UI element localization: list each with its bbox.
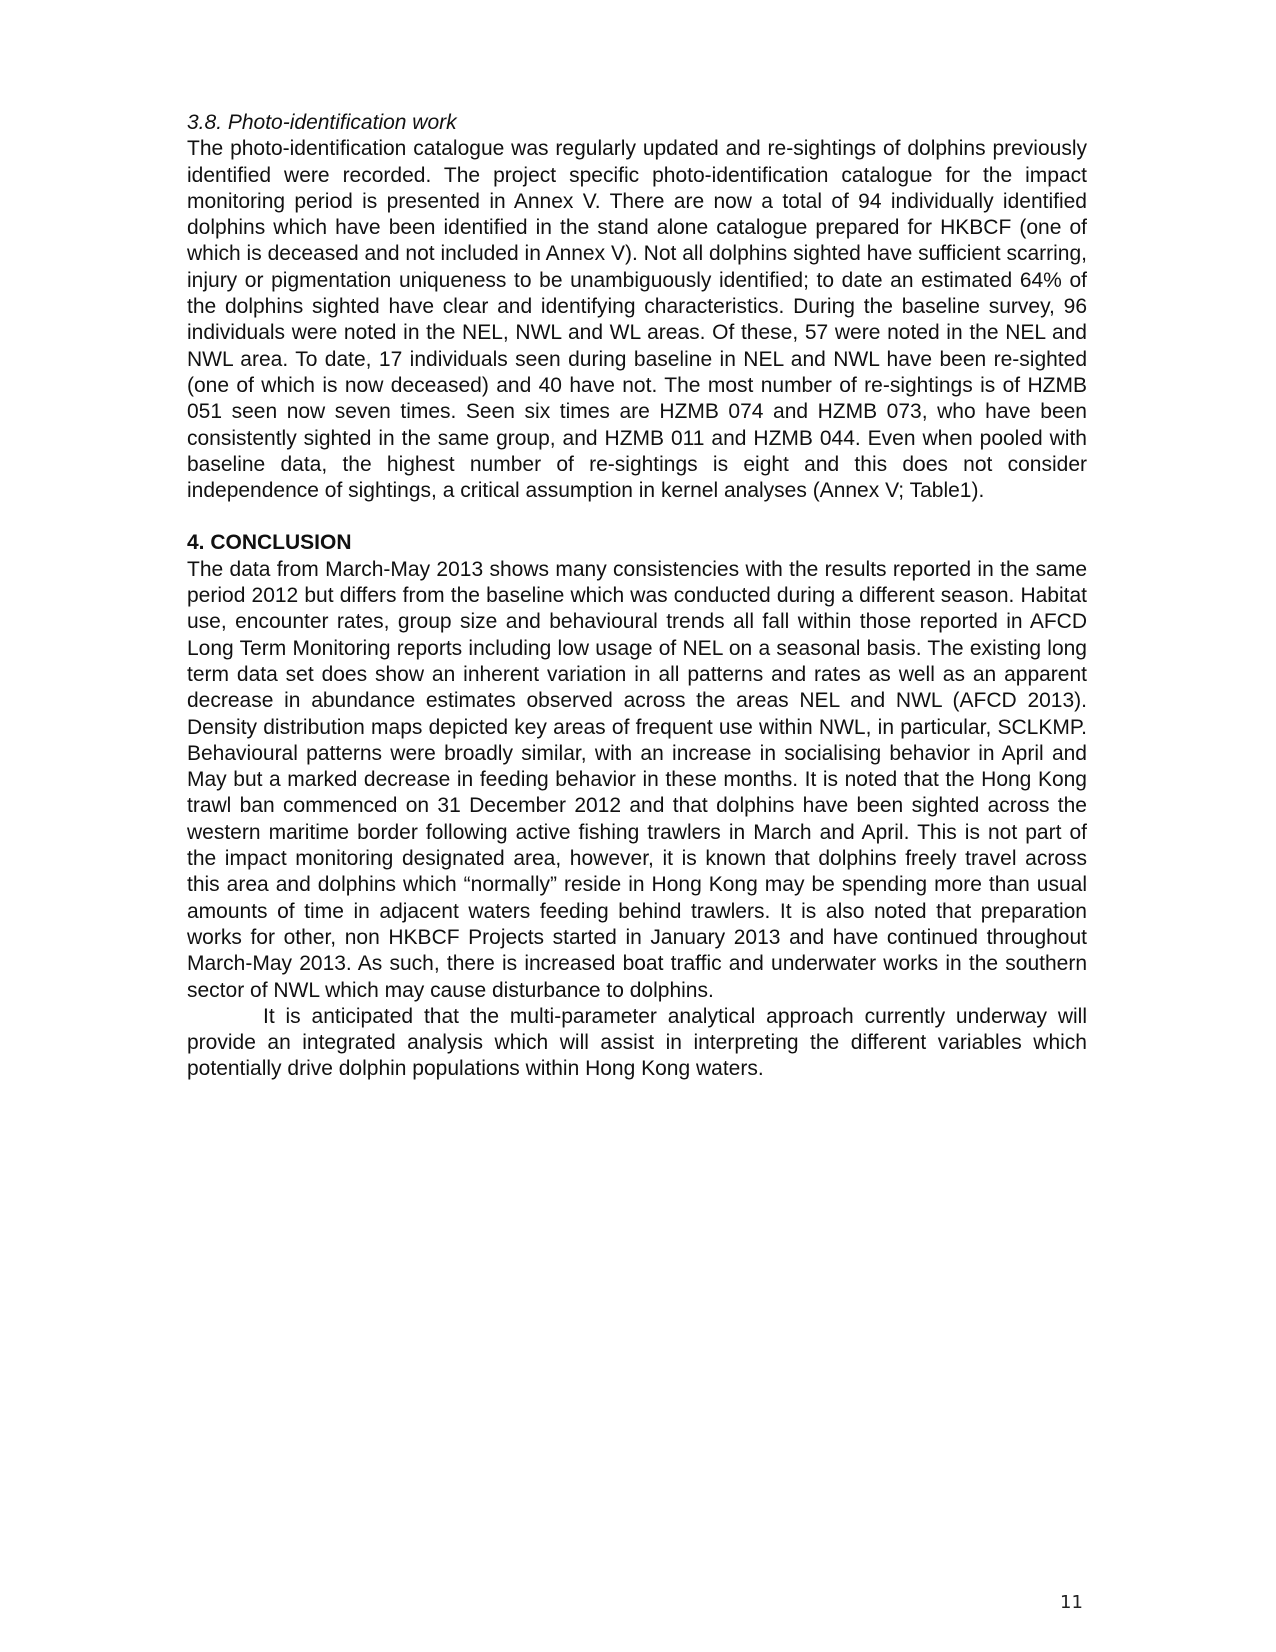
- section-3-8-body: The photo-identification catalogue was regularly updated and re-sightings of dolphins previously identified were recorded. The project specific photo-identification catalogue for the impact monitoring period is presented in Annex V. There are now a total of 94 individually identified dolphins which have been identified in the stand alone catalogue prepared for HKBCF (one of which is deceased and not included in Annex V). Not all dolphins sighted have sufficient scarring, injury or pigmentation uniqueness to be unambiguously identified; to date an estimated 64% of the dolphins sighted have clear and identifying characteristics. During the baseline survey, 96 individuals were noted in the NEL, NWL and WL areas. Of these, 57 were noted in the NEL and NWL area. To date, 17 individuals seen during baseline in NEL and NWL have been re-sighted (one of which is now deceased) and 40 have not. The most number of re-sightings is of HZMB 051 seen now seven times. Seen six times are HZMB 074 and HZMB 073, who have been consistently sighted in the same group, and HZMB 011 and HZMB 044. Even when pooled with baseline data, the highest number of re-sightings is eight and this does not consider independence of sightings, a critical assumption in kernel analyses (Annex V; Table1).: [187, 137, 1087, 503]
- conclusion-paragraph-2: It is anticipated that the multi-parameter analytical approach currently underway will provide an integrated analysis which will assist in interpreting the different variables which potentially drive dolphin populations within Hong Kong waters.: [187, 1004, 1087, 1081]
- conclusion-heading: 4. CONCLUSION: [187, 531, 352, 555]
- page-number: 11: [1060, 1592, 1083, 1613]
- page-content: [187, 110, 1087, 1083]
- section-3-8-heading: 3.8. Photo-identification work: [187, 111, 457, 134]
- conclusion-paragraph-1: The data from March-May 2013 shows many consistencies with the results reported in the same period 2012 but differs from the baseline which was conducted during a different season. Habitat use, encounter rates, group size and behavioural trends all fall within those reported in AFCD Long Term Monitoring reports including low usage of NEL on a seasonal basis. The existing long term data set does show an inherent variation in all patterns and rates as well as an apparent decrease in abundance estimates observed across the areas NEL and NWL (AFCD 2013). Density distribution maps depicted key areas of frequent use within NWL, in particular, SCLKMP. Behavioural patterns were broadly similar, with an increase in socialising behavior in April and May but a marked decrease in feeding behavior in these months. It is noted that the Hong Kong trawl ban commenced on 31 December 2012 and that dolphins have been sighted across the western maritime border following active fishing trawlers in March and April. This is not part of the impact monitoring designated area, however, it is known that dolphins freely travel across this area and dolphins which “normally” reside in Hong Kong may be spending more than usual amounts of time in adjacent waters feeding behind trawlers. It is also noted that preparation works for other, non HKBCF Projects started in January 2013 and have continued throughout March-May 2013. As such, there is increased boat traffic and underwater works in the southern sector of NWL which may cause disturbance to dolphins.: [187, 557, 1087, 1002]
